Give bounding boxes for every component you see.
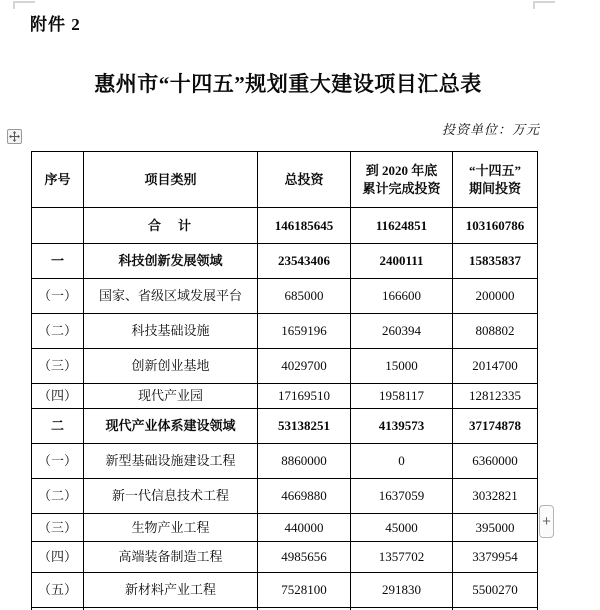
- table-row: [32, 349, 538, 384]
- table-row: [32, 384, 538, 409]
- table-move-handle[interactable]: [7, 129, 22, 144]
- total-investment-cell[interactable]: 8860000: [258, 444, 351, 479]
- seq-cell[interactable]: （一）: [32, 444, 84, 479]
- table-row-section-1: [32, 244, 538, 279]
- four-way-arrow-icon: [9, 131, 20, 142]
- seq-cell[interactable]: （二）: [32, 479, 84, 514]
- page-corner-mark-left: [13, 1, 35, 9]
- header-by-2020-line1: 到 2020 年底: [365, 162, 438, 178]
- period-cell[interactable]: 200000: [453, 279, 538, 314]
- seq-cell[interactable]: （四）: [32, 384, 84, 409]
- category-cell[interactable]: 新型基础设施建设工程: [84, 444, 258, 479]
- by-2020-cell[interactable]: 1958117: [351, 384, 453, 409]
- category-cell[interactable]: 现代产业园: [84, 384, 258, 409]
- period-cell[interactable]: 2014700: [453, 349, 538, 384]
- header-period-line2: 期间投资: [468, 180, 521, 196]
- by-2020-cell[interactable]: 4139573: [351, 409, 453, 444]
- header-total-investment[interactable]: 总投资: [258, 152, 351, 208]
- table-row: [32, 542, 538, 573]
- table-row: [32, 444, 538, 479]
- by-2020-cell[interactable]: 45000: [351, 514, 453, 542]
- category-cell[interactable]: 新一代信息技术工程: [84, 479, 258, 514]
- total-investment-cell[interactable]: 17169510: [258, 384, 351, 409]
- seq-cell[interactable]: （三）: [32, 514, 84, 542]
- category-cell[interactable]: 国家、省级区域发展平台: [84, 279, 258, 314]
- seq-cell[interactable]: （五）: [32, 573, 84, 608]
- period-cell[interactable]: 12812335: [453, 384, 538, 409]
- header-by-2020-line2: 累计完成投资: [362, 180, 441, 196]
- page-title: 惠州市“十四五”规划重大建设项目汇总表: [94, 72, 482, 96]
- projects-summary-table: [31, 151, 538, 610]
- by-2020-cell[interactable]: 2400111: [351, 244, 453, 279]
- seq-cell[interactable]: 一: [32, 244, 84, 279]
- period-cell[interactable]: 3379954: [453, 542, 538, 573]
- seq-cell[interactable]: （四）: [32, 542, 84, 573]
- insert-row-button[interactable]: [539, 505, 554, 538]
- period-cell[interactable]: 103160786: [453, 208, 538, 244]
- total-investment-cell[interactable]: 685000: [258, 279, 351, 314]
- total-investment-cell[interactable]: 1659196: [258, 314, 351, 349]
- total-investment-cell[interactable]: 4985656: [258, 542, 351, 573]
- period-cell[interactable]: 395000: [453, 514, 538, 542]
- header-by-2020[interactable]: [351, 152, 453, 208]
- table-row-section-2: [32, 409, 538, 444]
- period-cell[interactable]: 3032821: [453, 479, 538, 514]
- seq-cell[interactable]: （一）: [32, 279, 84, 314]
- category-cell[interactable]: 生物产业工程: [84, 514, 258, 542]
- header-category[interactable]: 项目类别: [84, 152, 258, 208]
- total-investment-cell[interactable]: 53138251: [258, 409, 351, 444]
- investment-unit-note: 投资单位：万元: [441, 122, 540, 137]
- table-row: [32, 314, 538, 349]
- plus-icon: +: [542, 513, 551, 530]
- seq-cell[interactable]: （三）: [32, 349, 84, 384]
- table-row: [32, 279, 538, 314]
- by-2020-cell[interactable]: 11624851: [351, 208, 453, 244]
- by-2020-cell[interactable]: 0: [351, 444, 453, 479]
- period-cell[interactable]: 808802: [453, 314, 538, 349]
- by-2020-cell[interactable]: 291830: [351, 573, 453, 608]
- header-period-investment[interactable]: [453, 152, 538, 208]
- by-2020-cell[interactable]: 1357702: [351, 542, 453, 573]
- table-row: [32, 479, 538, 514]
- period-cell[interactable]: 37174878: [453, 409, 538, 444]
- table-header-row: [32, 152, 538, 208]
- category-cell[interactable]: 科技基础设施: [84, 314, 258, 349]
- period-cell[interactable]: 5500270: [453, 573, 538, 608]
- total-investment-cell[interactable]: 7528100: [258, 573, 351, 608]
- period-cell[interactable]: 6360000: [453, 444, 538, 479]
- page-corner-mark-right: [533, 1, 555, 9]
- by-2020-cell[interactable]: 15000: [351, 349, 453, 384]
- total-investment-cell[interactable]: 440000: [258, 514, 351, 542]
- seq-cell[interactable]: 二: [32, 409, 84, 444]
- table-row: [32, 573, 538, 608]
- category-cell[interactable]: 创新创业基地: [84, 349, 258, 384]
- total-investment-cell[interactable]: 23543406: [258, 244, 351, 279]
- header-seq[interactable]: 序号: [32, 152, 84, 208]
- by-2020-cell[interactable]: 166600: [351, 279, 453, 314]
- by-2020-cell[interactable]: 260394: [351, 314, 453, 349]
- total-investment-cell[interactable]: 146185645: [258, 208, 351, 244]
- total-investment-cell[interactable]: 4029700: [258, 349, 351, 384]
- attachment-label: 附件 2: [30, 15, 81, 34]
- category-cell[interactable]: 科技创新发展领域: [84, 244, 258, 279]
- seq-cell[interactable]: [32, 208, 84, 244]
- seq-cell[interactable]: （二）: [32, 314, 84, 349]
- category-cell[interactable]: 合 计: [84, 208, 258, 244]
- table-row: [32, 514, 538, 542]
- period-cell[interactable]: 15835837: [453, 244, 538, 279]
- table-row-total: [32, 208, 538, 244]
- total-investment-cell[interactable]: 4669880: [258, 479, 351, 514]
- category-cell[interactable]: 高端装备制造工程: [84, 542, 258, 573]
- category-cell[interactable]: 新材料产业工程: [84, 573, 258, 608]
- category-cell[interactable]: 现代产业体系建设领域: [84, 409, 258, 444]
- by-2020-cell[interactable]: 1637059: [351, 479, 453, 514]
- header-period-line1: “十四五”: [468, 162, 521, 178]
